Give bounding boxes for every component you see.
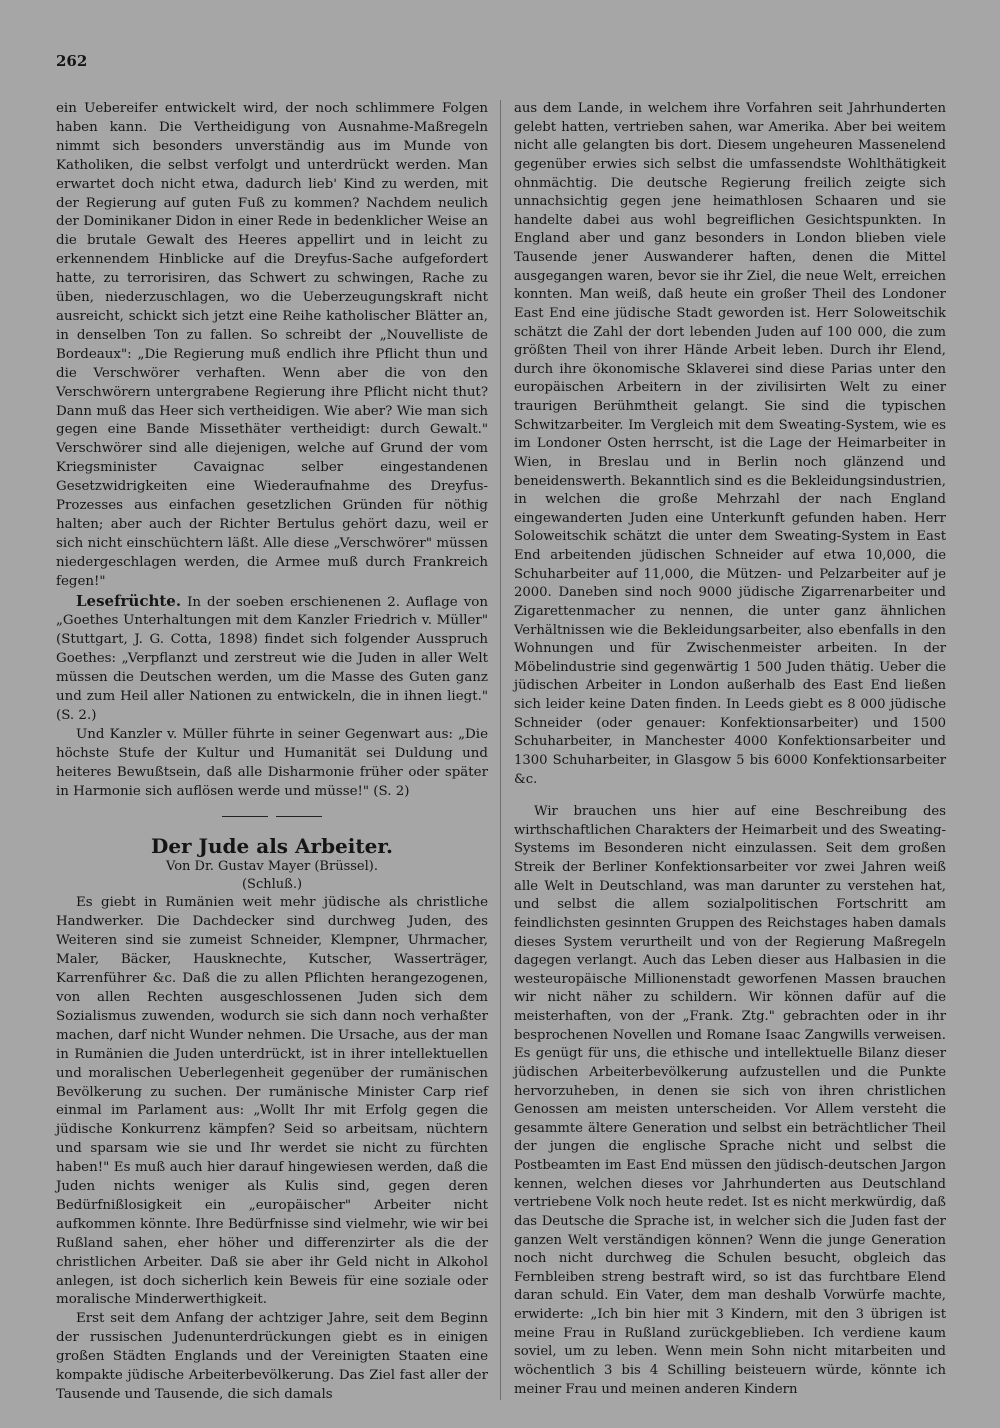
paragraph-lesefruechte (56, 592, 488, 726)
paragraph-achtziger-jahre: Erst seit dem Anfang der achtziger Jahre, seit dem Beginn der russischen Judenunterdrückungen giebt es in einigen großen Städten Englands und der Vereinigten Staaten eine kompakte jüdische Arbeiterbevölkerung. Das Ziel fast aller der Tausende und Tausende, die sich damals (56, 1311, 488, 1402)
column-divider (500, 100, 501, 1400)
article-continuation-note: (Schluß.) (241, 877, 303, 893)
article-byline: Von Dr. Gustav Mayer (Brüssel). (166, 859, 378, 875)
section-divider (56, 808, 488, 827)
paragraph-lesefruechte-text: In der soeben erschienenen 2. Auflage von „Goethes Unterhaltungen mit dem Kanzler Friedrich v. Müller" (Stuttgart, J. G. Cotta, 1898) findet sich folgender Ausspruch Goethes: „Verpflanzt und zerstreut wie die Juden in aller Welt müssen die Deutschen werden, um die Masse des Guten ganz und zum Heil aller Nationen zu entwickeln, die in ihnen liegt." (S. 2.) (56, 594, 488, 723)
paragraph-kanzler-mueller: Und Kanzler v. Müller führte in seiner Gegenwart aus: „Die höchste Stufe der Kultur und Humanität sei Duldung und heiteres Bewußtsein, daß alle Disharmonie früher oder später in Harmonie sich auflösen werde und müsse!" (S. 2) (56, 726, 488, 799)
section-heading-lesefruechte: Lesefrüchte. (76, 591, 182, 610)
paragraph-london-east-end: aus dem Lande, in welchem ihre Vorfahren seit Jahrhunderten gelebt hatten, vertrieben sahen, war Amerika. Aber bei weitem nicht alle gelangten bis dort. Diesem ungeheuren Massenelend gegenüber erwies sich selbst die umfassendste Wohlthätigkeit ohnmächtig. Die deutsche Regierung freilich zeigte sich unnachsichtig gegen jene heimathlosen Schaaren und sie handelte dabei aus wohl begreiflichen Gesichtspunkten. In England aber und ganz besonders in London blieben viele Tausende jener Auswanderer haften, denen die Mittel ausgegangen waren, bevor sie ihr Ziel, die neue Welt, erreichen konnten. Man weiß, daß heute ein großer Theil des Londoner East End eine jüdische Stadt geworden ist. Herr Soloweitschik schätzt die Zahl der dort lebenden Juden auf 100 000, die zum größten Theil von ihrer Hände Arbeit leben. Durch ihr Elend, durch ihre ökonomische Sklaverei sind diese Parias unter den europäischen Arbeitern in der zivilisirten Welt zu einer traurigen Berühmtheit gelangt. Sie sind die typischen Schwitzarbeiter. Im Vergleich mit dem Sweating-System, wie es im Londoner Osten herrscht, ist die Lage der Heimarbeiter in Wien, in Breslau und in Berlin noch glänzend und beneidenswerth. Bekanntlich sind es die Bekleidungsindustrien, in welchen die große Mehrzahl der nach England eingewanderten Juden eine Unterkunft gefunden haben. Herr Soloweitschik schätzt die unter dem Sweating-System in East End arbeitenden jüdischen Schneider auf etwa 10,000, die Schuharbeiter auf 11,000, die Mützen- und Pelzarbeiter auf je 2000. Daneben sind noch 9000 jüdische Zigarrenarbeiter und Zigarettenmacher zu nennen, die unter ganz ähnlichen Verhältnissen wie die Bekleidungsarbeiter, also ebenfalls in den Wohnungen und für Zwischenmeister arbeiten. In der Möbelindustrie sind gegenwärtig 1 500 Juden thätig. Ueber die jüdischen Arbeiter in London außerhalb des East End ließen sich leider keine Daten finden. In Leeds giebt es 8 000 jüdische Schneider (oder genauer: Konfektionsarbeiter) und 1500 Schuharbeiter, in Manchester 4000 Konfektionsarbeiter und 1300 Schuharbeiter, in Glasgow 5 bis 6000 Konfektionsarbeiter &c. (514, 101, 946, 787)
paragraph-sweating-system: Wir brauchen uns hier auf eine Beschreibung des wirthschaftlichen Charakters der Heimarbeit und des Sweating-Systems im Besonderen nicht einzulassen. Seit dem großen Streik der Berliner Konfektionsarbeiter vor zwei Jahren weiß alle Welt in Deutschland, was man darunter zu verstehen hat, und selbst die allem sozialpolitischen Fortschritt am feindlichsten gesinnten Gruppen des Reichstages haben damals dieses System verurtheilt und von der Regierung Maßregeln dagegen verlangt. Auch das Leben dieser aus Halbasien in die westeuropäische Millionenstadt geworfenen Massen brauchen wir nicht näher zu schildern. Wir können dafür auf die meisterhaften, von der „Frank. Ztg." gebrachten oder in ihr besprochenen Novellen und Romane Isaac Zangwills verweisen. Es genügt für uns, die ethische und intellektuelle Bilanz dieser jüdischen Arbeiterbevölkerung aufzustellen und die Punkte hervorzuheben, in denen sie sich von ihren christlichen Genossen am meisten unterscheiden. Vor Allem versteht die gesammte ältere Generation und selbst ein beträchtlicher Theil der jungen die englische Sprache nicht und selbst die Postbeamten im East End müssen den jüdisch-deutschen Jargon kennen, welchen dieses vor Jahrhunderten aus Deutschland vertriebene Volk noch heute redet. Ist es nicht merkwürdig, daß das Deutsche die Sprache ist, in welcher sich die Juden fast der ganzen Welt verständigen können? Wenn die junge Generation noch nicht durchweg die Schulen besucht, obgleich das Fernbleiben streng bestraft wird, so ist das furchtbare Elend daran schuld. Ein Vater, dem man deshalb Vorwürfe machte, erwiderte: „Ich bin hier mit 3 Kindern, mit den 3 übrigen ist meine Frau in Rußland zurückgeblieben. Ich verdiene kaum soviel, um zu leben. Wenn mein Sohn nicht mitarbeiten und wöchentlich 3 bis 4 Schilling beisteuern würde, könnte ich meiner Frau und meinen anderen Kindern (514, 804, 946, 1397)
article-title: Der Jude als Arbeiter. (150, 834, 393, 859)
left-column (56, 100, 488, 1405)
paragraph-rumaenien: Es giebt in Rumänien weit mehr jüdische als christliche Handwerker. Die Dachdecker sind durchweg Juden, des Weiteren sind sie zumeist Schneider, Klempner, Uhrmacher, Maler, Bäcker, Hausknechte, Kutscher, Wasserträger, Karrenführer &c. Daß die zu allen Pflichten herangezogenen, von allen Rechten ausgeschlossenen Juden sich dem Sozialismus zuwenden, wodurch sie sich dann noch verhaßter machen, darf nicht Wunder nehmen. Die Ursache, aus der man in Rumänien die Juden unterdrückt, ist in ihrer intellektuellen und moralischen Ueberlegenheit gegenüber der rumänischen Bevölkerung zu suchen. Der rumänische Minister Carp rief einmal im Parlament aus: „Wollt Ihr mit Erfolg gegen die jüdische Konkurrenz kämpfen? Seid so arbeitsam, nüchtern und sparsam wie sie und Ihr werdet sie nicht zu fürchten haben!" Es muß auch hier darauf hingewiesen werden, daß die Juden nichts weniger als Kulis sind, gegen deren Bedürfnißlosigkeit ein „europäischer" Arbeiter nicht aufkommen könnte. Ihre Bedürfnisse sind vielmehr, wie wir bei Rußland sahen, eher höher und differenzirter als die der christlichen Arbeiter. Daß sie aber ihr Geld nicht in Alkohol anlegen, ist doch sicherlich kein Beweis für eine soziale oder moralische Minderwerthigkeit. (56, 895, 488, 1308)
paragraph-dreyfus-commentary: ein Uebereifer entwickelt wird, der noch schlimmere Folgen haben kann. Die Vertheidigung von Ausnahme-Maßregeln nimmt sich besonders unverständig aus im Munde von Katholiken, die selbst verfolgt und unterdrückt werden. Man erwartet doch nicht etwa, dadurch lieb' Kind zu werden, mit der Regierung auf guten Fuß zu kommen? Nachdem neulich der Dominikaner Didon in einer Rede in bedenklicher Weise an die brutale Gewalt des Heeres appellirt und in leicht zu erkennendem Hinblicke auf die Dreyfus-Sache aufgefordert hatte, zu terrorisiren, das Schwert zu schwingen, Rache zu üben, niederzuschlagen, wo die Ueberzeugungskraft nicht ausreicht, schickt sich jetzt eine Reihe katholischer Blätter an, in denselben Ton zu fallen. So schreibt der „Nouvelliste de Bordeaux": „Die Regierung muß endlich ihre Pflicht thun und die Verschwörer verhaften. Wenn aber die von den Verschwörern untergrabene Regierung ihre Pflicht nicht thut? Dann muß das Heer sich vertheidigen. Wie aber? Wie man sich gegen eine Bande Missethäter vertheidigt: durch Gewalt." Verschwörer sind alle diejenigen, welche auf Grund der vom Kriegsminister Cavaignac selber eingestandenen Gesetzwidrigkeiten eine Wiederaufnahme des Dreyfus-Prozesses aus einfachen gesetzlichen Gründen für nöthig halten; aber auch der Richter Bertulus gehört dazu, weil er sich nicht einschüchtern läßt. Alle diese „Verschwörer" müssen niedergeschlagen werden, die Armee muß durch Frankreich fegen!" (56, 101, 488, 589)
right-column (514, 100, 946, 1399)
page-number: 262 (56, 52, 88, 70)
